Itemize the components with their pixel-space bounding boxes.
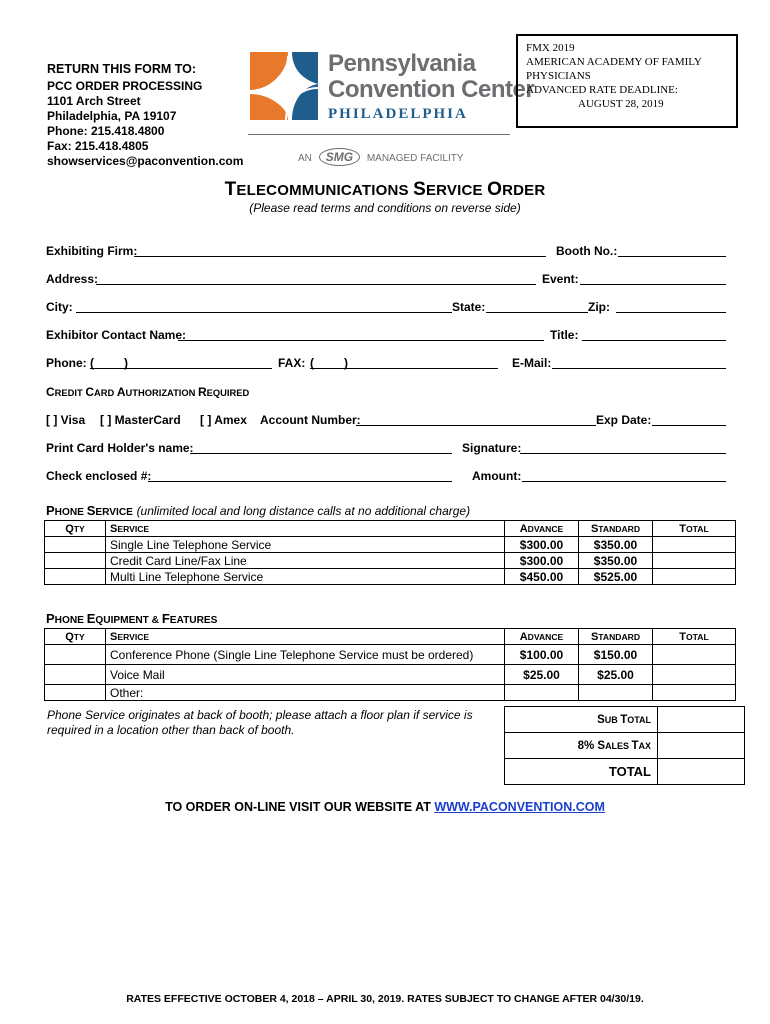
return-line: PCC ORDER PROCESSING: [47, 79, 203, 93]
event-line: FMX 2019: [526, 42, 575, 54]
row-address-event: [46, 272, 726, 288]
row-phone-fax-email: [46, 356, 726, 372]
check-enclosed-field[interactable]: [148, 481, 452, 482]
tot-cap: S: [597, 713, 605, 726]
service-cell: Multi Line Telephone Service: [106, 569, 505, 585]
title-label: Title:: [550, 328, 579, 342]
cc-cap: A: [116, 385, 126, 399]
return-line: Phone: 215.418.4800: [47, 124, 165, 138]
website-link[interactable]: WWW.PACONVENTION.COM: [434, 800, 605, 814]
fax-label: FAX:: [278, 356, 306, 370]
title-cap: S: [413, 179, 426, 200]
tot-part: UB: [604, 714, 621, 725]
tot-part: ALES: [605, 740, 632, 751]
ps-cap: P: [46, 503, 55, 518]
total-cell[interactable]: [653, 685, 736, 701]
state-field[interactable]: [486, 312, 588, 313]
credit-card-heading: [46, 385, 249, 399]
phone-service-note: (unlimited local and long distance calls at no additional charge): [136, 504, 471, 518]
phone-area-open: (: [90, 356, 94, 370]
eq-part: EATURES: [169, 615, 218, 626]
zip-field[interactable]: [616, 312, 726, 313]
contact-name-label: Exhibitor Contact Name:: [46, 328, 187, 342]
fax-field[interactable]: [310, 368, 498, 369]
hdr-cap: A: [519, 522, 528, 535]
title-part: ERVICE: [425, 182, 488, 199]
amex-checkbox[interactable]: [ ] Amex: [200, 413, 247, 427]
service-cell: Single Line Telephone Service: [106, 537, 505, 553]
managed-suffix: MANAGED FACILITY: [366, 153, 464, 164]
eq-part: QUIPMENT &: [95, 615, 162, 626]
event-line: AMERICAN ACADEMY OF FAMILY: [526, 56, 702, 68]
cc-cap: C: [46, 385, 55, 399]
equipment-table: [44, 628, 736, 701]
advance-header: [505, 521, 579, 537]
ps-part: ERVICE: [95, 507, 133, 518]
table-row: [45, 685, 736, 701]
hdr-cap: S: [590, 522, 599, 535]
hdr-cap: T: [679, 522, 686, 535]
title-part: RDER: [502, 182, 546, 199]
account-number-field[interactable]: [356, 425, 596, 426]
state-label: State:: [452, 300, 486, 314]
advance-price: $100.00: [505, 645, 579, 665]
hdr-part: TANDARD: [598, 631, 641, 642]
booth-no-field[interactable]: [618, 256, 726, 257]
table-row: [45, 645, 736, 665]
mastercard-checkbox[interactable]: [ ] MasterCard: [100, 413, 181, 427]
logo-name-line1: Pennsylvania: [328, 50, 476, 77]
row-card-type: [46, 413, 726, 429]
service-header: [106, 521, 505, 537]
ps-cap: S: [86, 503, 96, 518]
qty-header: [45, 521, 106, 537]
signature-label: Signature:: [462, 441, 522, 455]
row-contact-title: [46, 328, 726, 344]
table-header-row: [45, 521, 736, 537]
hdr-part: TY: [73, 631, 85, 642]
phone-service-heading: [46, 503, 470, 518]
city-field[interactable]: [76, 312, 452, 313]
table-header-row: [45, 629, 736, 645]
tot-part: AX: [638, 740, 651, 751]
qty-cell[interactable]: [45, 685, 106, 701]
amount-field[interactable]: [522, 481, 726, 482]
email-label: E-Mail:: [512, 356, 552, 370]
cc-cap: R: [198, 385, 207, 399]
cc-part: REDIT: [54, 388, 86, 398]
signature-field[interactable]: [520, 453, 726, 454]
sales-tax-row: [505, 733, 745, 759]
standard-price: $25.00: [579, 665, 653, 685]
advance-price: $300.00: [505, 553, 579, 569]
qty-cell[interactable]: [45, 569, 106, 585]
hdr-part: ERVICE: [117, 631, 150, 642]
tot-part: OTAL: [627, 714, 651, 725]
cc-part: ARD: [93, 388, 117, 398]
form-title: [0, 179, 770, 201]
advance-price: $450.00: [505, 569, 579, 585]
total-cell[interactable]: [653, 537, 736, 553]
card-holder-label: Print Card Holder's name:: [46, 441, 194, 455]
qty-cell[interactable]: [45, 537, 106, 553]
advance-header: [505, 629, 579, 645]
total-value[interactable]: [658, 759, 745, 785]
row-holder-signature: [46, 441, 726, 457]
hdr-part: OTAL: [686, 631, 709, 642]
return-line: Fax: 215.418.4805: [47, 139, 149, 153]
subtotal-row: [505, 707, 745, 733]
exhibiting-firm-label: Exhibiting Firm:: [46, 244, 138, 258]
online-text: TO ORDER ON-LINE VISIT OUR WEBSITE AT: [165, 800, 435, 814]
hdr-part: OTAL: [686, 523, 709, 534]
hdr-cap: S: [590, 630, 599, 643]
standard-header: [579, 629, 653, 645]
advance-price: [505, 685, 579, 701]
return-line: 1101 Arch Street: [47, 94, 141, 108]
address-field[interactable]: [96, 284, 536, 285]
standard-price: $350.00: [579, 537, 653, 553]
hdr-cap: Q: [65, 522, 74, 535]
total-cell[interactable]: [653, 569, 736, 585]
other-service-field[interactable]: Other:: [106, 685, 505, 701]
hdr-cap: A: [519, 630, 528, 643]
online-order-text: [0, 800, 770, 814]
qty-cell[interactable]: [45, 665, 106, 685]
eq-cap: P: [46, 611, 55, 626]
fax-area-open: (: [310, 356, 314, 370]
ps-part: HONE: [54, 507, 87, 518]
standard-price: [579, 685, 653, 701]
exp-date-label: Exp Date:: [596, 413, 652, 427]
qty-cell[interactable]: [45, 553, 106, 569]
title-cap: T: [224, 179, 237, 200]
hdr-part: DVANCE: [527, 631, 564, 642]
row-check-amount: [46, 469, 726, 485]
phone-label: Phone:: [46, 356, 87, 370]
hdr-cap: T: [679, 630, 686, 643]
zip-label: Zip:: [588, 300, 610, 314]
table-row: [45, 553, 736, 569]
smg-logo-icon: SMG: [319, 148, 360, 166]
service-header: [106, 629, 505, 645]
standard-price: $525.00: [579, 569, 653, 585]
service-cell: Conference Phone (Single Line Telephone Service must be ordered): [106, 645, 505, 665]
service-cell: Credit Card Line/Fax Line: [106, 553, 505, 569]
cc-cap: C: [85, 385, 94, 399]
hdr-part: TANDARD: [598, 523, 641, 534]
tot-cap: S: [597, 739, 606, 752]
advance-price: $25.00: [505, 665, 579, 685]
total-cell[interactable]: [653, 665, 736, 685]
subtotal-value[interactable]: [658, 707, 745, 733]
contact-name-field[interactable]: [178, 340, 544, 341]
total-cell[interactable]: [653, 553, 736, 569]
totals-table: [504, 706, 745, 785]
hdr-cap: S: [110, 522, 118, 535]
tot-cap: T: [631, 739, 639, 752]
location-note: Phone Service originates at back of booth; please attach a floor plan if service is required in a location other than back of booth.: [47, 708, 473, 737]
table-row: [45, 569, 736, 585]
cc-part: EQUIRED: [206, 388, 250, 398]
tot-part: 8%: [577, 739, 598, 752]
check-enclosed-label: Check enclosed #:: [46, 469, 152, 483]
phone-area-close: ): [124, 356, 128, 370]
equipment-heading: [46, 611, 217, 626]
subtotal-label: [505, 707, 658, 733]
hdr-part: TY: [73, 523, 85, 534]
sales-tax-label: [505, 733, 658, 759]
event-field[interactable]: [580, 284, 726, 285]
row-city-state-zip: [46, 300, 726, 316]
email-field[interactable]: [552, 368, 726, 369]
total-header: [653, 521, 736, 537]
eq-part: HONE: [54, 615, 87, 626]
sales-tax-value[interactable]: [658, 733, 745, 759]
account-number-label: Account Number:: [260, 413, 361, 427]
card-holder-field[interactable]: [190, 453, 452, 454]
event-line: PHYSICIANS: [526, 70, 591, 82]
fax-area-close: ): [344, 356, 348, 370]
booth-no-label: Booth No.:: [556, 244, 618, 258]
pcc-logo: [248, 50, 535, 170]
qty-cell[interactable]: [45, 645, 106, 665]
hdr-cap: S: [110, 630, 118, 643]
standard-header: [579, 521, 653, 537]
logo-name-line2: Convention Center: [328, 76, 535, 103]
phone-service-table: [44, 520, 736, 585]
table-row: [45, 537, 736, 553]
return-heading: RETURN THIS FORM TO:: [47, 62, 197, 76]
amount-label: Amount:: [472, 469, 522, 483]
tot-cap: T: [620, 713, 628, 726]
managed-facility-text: [298, 148, 464, 166]
return-line: showservices@paconvention.com: [47, 154, 244, 168]
title-cap: O: [487, 179, 503, 200]
title-part: ELECOMMUNICATIONS: [236, 182, 414, 199]
total-row: [505, 759, 745, 785]
phone-field[interactable]: [90, 368, 272, 369]
hdr-part: ERVICE: [117, 523, 150, 534]
eq-cap: F: [161, 611, 170, 626]
event-info-box: [516, 34, 738, 128]
qty-header: [45, 629, 106, 645]
form-subtitle: (Please read terms and conditions on reverse side): [249, 201, 521, 215]
city-label: City:: [46, 300, 73, 314]
total-label: TOTAL: [505, 759, 658, 785]
total-cell[interactable]: [653, 645, 736, 665]
deadline-date: AUGUST 28, 2019: [578, 98, 664, 110]
eq-cap: E: [86, 611, 96, 626]
standard-price: $350.00: [579, 553, 653, 569]
address-label: Address:: [46, 272, 99, 286]
hdr-cap: Q: [65, 630, 74, 643]
visa-checkbox[interactable]: [ ] Visa: [46, 413, 86, 427]
advance-price: $300.00: [505, 537, 579, 553]
managed-prefix: AN: [298, 153, 312, 164]
event-line: ADVANCED RATE DEADLINE:: [526, 84, 678, 96]
pcc-logo-mark-icon: [248, 50, 320, 122]
return-line: Philadelphia, PA 19107: [47, 109, 177, 123]
total-header: [653, 629, 736, 645]
return-address-block: [47, 62, 243, 169]
rates-footer: RATES EFFECTIVE OCTOBER 4, 2018 – APRIL 30, 2019. RATES SUBJECT TO CHANGE AFTER 04/30/19.: [126, 993, 644, 1005]
hdr-part: DVANCE: [527, 523, 564, 534]
service-cell: Voice Mail: [106, 665, 505, 685]
standard-price: $150.00: [579, 645, 653, 665]
cc-part: UTHORIZATION: [125, 388, 198, 398]
logo-city: PHILADELPHIA: [328, 106, 468, 122]
exhibiting-firm-field[interactable]: [134, 256, 546, 257]
event-label: Event:: [542, 272, 579, 286]
table-row: [45, 665, 736, 685]
row-firm-booth: [46, 244, 726, 260]
exp-date-field[interactable]: [652, 425, 726, 426]
logo-divider: [248, 134, 510, 135]
title-field[interactable]: [582, 340, 726, 341]
